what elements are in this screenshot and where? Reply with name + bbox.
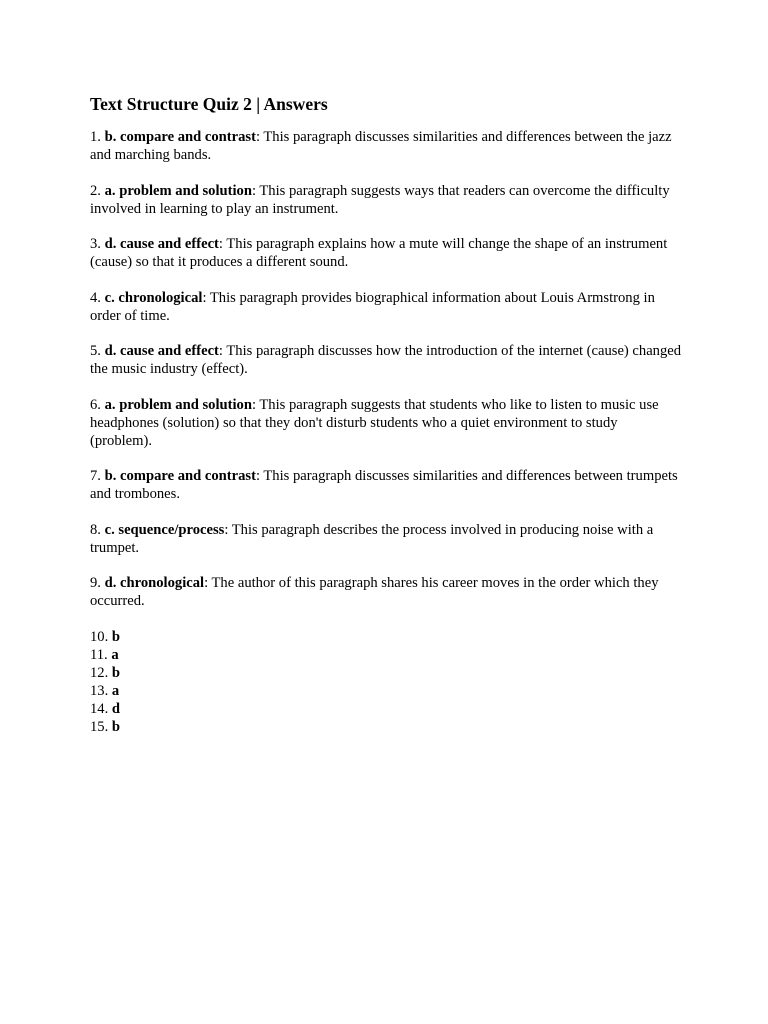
answer-item — [90, 342, 682, 378]
answer-explanation: : This paragraph discusses how the introduction of the internet (cause) changed the music industry (effect). — [90, 343, 682, 377]
answer-choice: c. chronological — [104, 289, 203, 306]
answer-explanation: : This paragraph suggests ways that readers can overcome the difficulty involved in learning to play an instrument. — [90, 182, 670, 217]
answer-choice: a. problem and solution — [104, 396, 252, 413]
answer-number: 5. — [90, 343, 101, 359]
answer-number: 4. — [90, 289, 101, 306]
short-answer-number: 14. — [90, 700, 109, 717]
answer-choice: a. problem and solution — [104, 182, 252, 199]
answer-number: 2. — [90, 182, 101, 199]
short-answer-item — [90, 682, 682, 700]
answer-item — [90, 128, 682, 164]
document-page — [90, 93, 682, 736]
answer-explanation: : This paragraph describes the process involved in producing noise with a trumpet. — [90, 521, 654, 556]
short-answer-item — [90, 646, 682, 664]
short-answer-choice: a — [111, 646, 119, 663]
short-answer-choice: b — [111, 664, 121, 681]
short-answer-item — [90, 628, 682, 646]
answer-choice: d. cause and effect — [104, 236, 219, 252]
answer-choice: b. compare and contrast — [104, 468, 256, 484]
short-answer-number: 15. — [90, 718, 109, 735]
document-title: Text Structure Quiz 2 | Answers — [90, 94, 328, 114]
answer-explanation: : This paragraph explains how a mute will change the shape of an instrument (cause) so that it produces a different sound. — [90, 236, 668, 270]
short-answer-item — [90, 664, 682, 682]
answer-item — [90, 182, 682, 218]
short-answer-item — [90, 718, 682, 736]
answer-explanation: : This paragraph provides biographical information about Louis Armstrong in order of time. — [90, 289, 655, 324]
answer-number: 8. — [90, 521, 101, 538]
answer-explanation: : The author of this paragraph shares his career moves in the order which they occurred. — [90, 575, 659, 609]
answer-item — [90, 574, 682, 610]
short-answer-choice: d — [111, 700, 121, 717]
answer-number: 7. — [90, 468, 101, 484]
answer-number: 9. — [90, 575, 101, 591]
answer-explanation: : This paragraph suggests that students who like to listen to music use headphones (solution) so that they don't disturb students who a quiet environment to study (problem). — [90, 396, 659, 449]
answer-list — [90, 128, 682, 610]
short-answer-number: 12. — [90, 664, 109, 681]
answer-number: 6. — [90, 396, 101, 413]
short-answer-item — [90, 700, 682, 718]
short-answer-choice: a — [111, 682, 120, 699]
answer-item — [90, 396, 682, 450]
answer-number: 3. — [90, 236, 101, 252]
short-answer-number: 11. — [90, 646, 108, 663]
short-answer-number: 10. — [90, 628, 109, 645]
answer-item — [90, 235, 682, 271]
answer-item — [90, 521, 682, 557]
answer-explanation: : This paragraph discusses similarities and differences between the jazz and marching bands. — [90, 129, 672, 163]
answer-choice: c. sequence/process — [104, 521, 225, 538]
short-answer-choice: b — [111, 718, 121, 735]
answer-explanation: : This paragraph discusses similarities and differences between trumpets and trombones. — [90, 468, 678, 502]
short-answer-list — [90, 628, 682, 736]
answer-choice: d. chronological — [104, 575, 205, 591]
answer-item — [90, 289, 682, 325]
answer-number: 1. — [90, 129, 101, 145]
answer-choice: b. compare and contrast — [104, 129, 256, 145]
answer-item — [90, 467, 682, 503]
short-answer-choice: b — [111, 628, 121, 645]
short-answer-number: 13. — [90, 682, 109, 699]
answer-choice: d. cause and effect — [104, 343, 219, 359]
